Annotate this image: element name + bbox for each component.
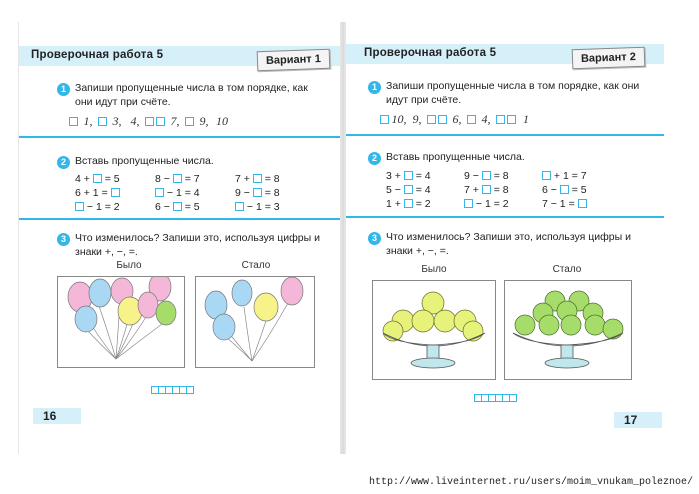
equation: 8 − = 7: [155, 173, 200, 185]
before-picture: [57, 276, 185, 368]
sequence-number: 4,: [130, 114, 140, 128]
blank-box: [185, 117, 194, 126]
sequence-number: 1: [523, 112, 529, 126]
page-title: Проверочная работа 5: [364, 47, 497, 59]
equation: 6 − = 5: [542, 184, 587, 196]
blank-box: [482, 171, 491, 180]
equation: 7 + = 8: [464, 184, 509, 196]
equation: − 1 = 3: [235, 200, 280, 214]
blank-box: [404, 171, 413, 180]
task-number-2: 2: [57, 156, 70, 169]
apples-bowl-illustration: [373, 281, 495, 379]
blank-box: [235, 202, 244, 211]
task3-text: Что изменилось? Запиши это, используя цифры и знаки +, −, =.: [386, 231, 631, 257]
blank-box: [467, 115, 476, 124]
page-number: 17: [614, 412, 662, 428]
equation: 7 + = 8: [235, 173, 280, 185]
variant-label: Вариант 1: [257, 49, 331, 72]
page-right: [346, 22, 664, 454]
source-url: http://www.liveinternet.ru/users/moim_vnukam_poleznoe/: [368, 477, 693, 488]
after-caption: Стало: [552, 264, 582, 275]
task-number-3: 3: [368, 232, 381, 245]
task2-text: Вставь пропущенные числа.: [386, 151, 525, 163]
blank-box: [542, 171, 551, 180]
blank-box: [156, 117, 165, 126]
blank-box: [404, 199, 413, 208]
blank-box: [69, 117, 78, 126]
divider: [19, 218, 340, 220]
blank-box: [111, 188, 120, 197]
blank-box: [578, 199, 587, 208]
blank-box: [380, 115, 389, 124]
number-sequence: [69, 116, 230, 127]
before-picture: [372, 280, 496, 380]
equation: 7 − 1 =: [542, 197, 587, 211]
blank-box: [145, 117, 154, 126]
blank-box: [93, 174, 102, 183]
blank-box: [253, 174, 262, 183]
task-number-1: 1: [57, 83, 70, 96]
sequence-number: 3,: [112, 114, 122, 128]
task-number-3: 3: [57, 233, 70, 246]
equation: − 1 = 2: [75, 200, 120, 214]
after-picture: [504, 280, 632, 380]
blank-box: [427, 115, 436, 124]
variant-label: Вариант 2: [572, 47, 646, 70]
answer-boxes: [474, 394, 516, 402]
blank-box: [507, 115, 516, 124]
blank-box: [438, 115, 447, 124]
after-picture: [195, 276, 315, 368]
equation: 6 − = 5: [155, 201, 200, 213]
page-number: 16: [33, 408, 81, 424]
equation: 5 − = 4: [386, 184, 431, 196]
equation: + 1 = 7: [542, 169, 587, 183]
blank-box: [404, 185, 413, 194]
equation: 6 + 1 =: [75, 186, 120, 200]
task-number-2: 2: [368, 152, 381, 165]
sequence-number: 9,: [412, 112, 422, 126]
sequence-number: 10: [216, 114, 228, 128]
sequence-number: 9,: [199, 114, 209, 128]
blank-box: [496, 115, 505, 124]
blank-box: [482, 185, 491, 194]
blank-box: [98, 117, 107, 126]
blank-box: [560, 185, 569, 194]
equation: 1 + = 2: [386, 198, 431, 210]
task2-text: Вставь пропущенные числа.: [75, 155, 214, 167]
balloons-illustration: [196, 277, 314, 367]
divider: [19, 136, 340, 138]
task3-text: Что изменилось? Запиши это, используя цифры и знаки +, −, =.: [75, 232, 320, 258]
apples-bowl-illustration: [505, 281, 631, 379]
sequence-number: 7,: [170, 114, 180, 128]
equation: 4 + = 5: [75, 173, 120, 185]
blank-box: [253, 188, 262, 197]
task-number-1: 1: [368, 81, 381, 94]
equation: − 1 = 4: [155, 186, 200, 200]
task1-text: Запиши пропущенные числа в том порядке, как они идут при счёте.: [75, 82, 308, 108]
blank-box: [173, 174, 182, 183]
sequence-number: 4,: [481, 112, 491, 126]
divider: [346, 216, 664, 218]
sequence-number: 1,: [83, 114, 93, 128]
equation: 9 − = 8: [464, 170, 509, 182]
before-caption: Было: [116, 260, 142, 271]
sequence-number: 6,: [452, 112, 462, 126]
equation: 9 − = 8: [235, 187, 280, 199]
equation: − 1 = 2: [464, 197, 509, 211]
equation: 3 + = 4: [386, 170, 431, 182]
after-caption: Стало: [241, 260, 271, 271]
answer-boxes: [151, 386, 193, 394]
before-caption: Было: [421, 264, 447, 275]
blank-box: [464, 199, 473, 208]
number-sequence: [380, 114, 534, 125]
blank-box: [173, 202, 182, 211]
page-title: Проверочная работа 5: [31, 49, 164, 61]
divider: [346, 134, 664, 136]
blank-box: [155, 188, 164, 197]
task1-text: Запиши пропущенные числа в том порядке, как они идут при счёте.: [386, 80, 640, 106]
blank-box: [75, 202, 84, 211]
balloons-illustration: [58, 277, 184, 367]
sequence-number: 10,: [391, 112, 407, 126]
page-left: [18, 22, 340, 454]
